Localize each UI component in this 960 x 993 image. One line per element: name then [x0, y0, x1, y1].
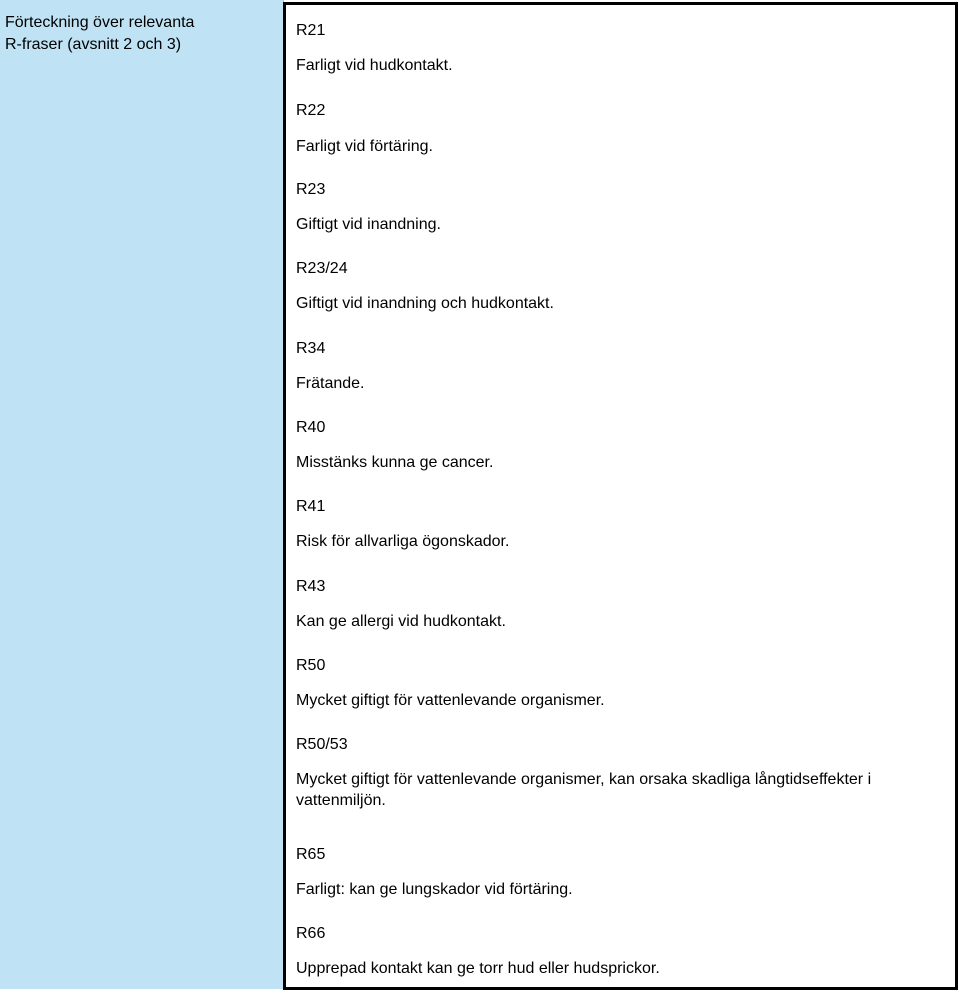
sidebar-title-line2: R-fraser (avsnitt 2 och 3) [5, 36, 182, 53]
phrase-text: Giftigt vid inandning och hudkontakt. [296, 295, 554, 312]
phrase-text: Farligt vid förtäring. [296, 138, 433, 155]
phrase-text: Upprepad kontakt kan ge torr hud eller hudsprickor. [296, 960, 660, 977]
phrase-code: R23/24 [296, 260, 348, 277]
phrase-code: R43 [296, 578, 326, 595]
phrase-code: R21 [296, 22, 326, 39]
phrase-text: Farligt: kan ge lungskador vid förtäring. [296, 881, 573, 898]
phrase-text: Misstänks kunna ge cancer. [296, 454, 494, 471]
phrase-code: R23 [296, 181, 326, 198]
phrase-code: R50/53 [296, 736, 348, 753]
phrase-code: R65 [296, 846, 326, 863]
phrase-text: Kan ge allergi vid hudkontakt. [296, 613, 506, 630]
phrase-text: Mycket giftigt för vattenlevande organismer, kan orsaka skadliga långtidseffekter i vattenmiljön. [296, 771, 872, 809]
phrase-code: R66 [296, 925, 326, 942]
phrase-code: R50 [296, 657, 326, 674]
phrase-code: R40 [296, 419, 326, 436]
phrase-text: Frätande. [296, 375, 365, 392]
phrase-code: R41 [296, 498, 326, 515]
phrase-code: R22 [296, 102, 326, 119]
phrase-text: Farligt vid hudkontakt. [296, 57, 453, 74]
r-phrase-list [283, 2, 958, 990]
sidebar-title-line1: Förteckning över relevanta [5, 14, 195, 31]
phrase-code: R34 [296, 340, 326, 357]
phrase-text: Giftigt vid inandning. [296, 216, 441, 233]
phrase-text: Mycket giftigt för vattenlevande organismer. [296, 692, 605, 709]
phrase-text: Risk för allvarliga ögonskador. [296, 533, 510, 550]
sidebar [0, 0, 284, 989]
sidebar-title [5, 12, 275, 56]
